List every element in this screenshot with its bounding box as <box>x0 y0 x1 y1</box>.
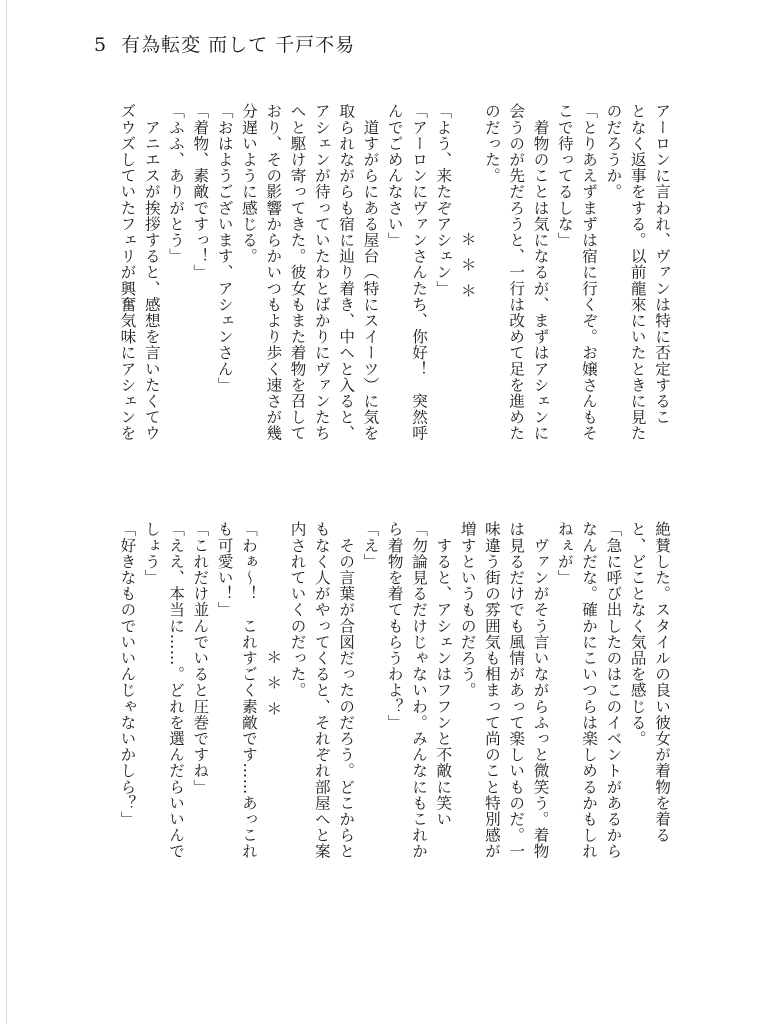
text-line: 「ふふ、ありがとう」 <box>167 103 186 264</box>
text-line: と、どことなく気品を感じる。 <box>628 521 647 747</box>
section-break: ＊＊＊ <box>264 521 283 726</box>
chapter-title: 有為転変 而して 千戸不易 <box>121 34 356 56</box>
text-line: のだった。 <box>482 103 501 184</box>
text-line: 「おはようございます、アシェンさん」 <box>215 103 234 393</box>
text-line: おり、その影響からかいつもより歩く速さが幾 <box>264 103 283 442</box>
text-line: 「これだけ並んでいると圧巻ですね」 <box>191 521 210 795</box>
text-line: アニエスが挨拶すると、感想を言いたくてウ <box>142 103 161 442</box>
text-line: 「とりあえずまずは宿に行くぞ。お嬢さんもそ <box>580 103 599 442</box>
text-line: ヴァンがそう言いながらふっと微笑う。着物 <box>531 521 550 860</box>
text-line: 「ええ、本当に……。どれを選んだらいいんで <box>167 521 186 860</box>
text-line: 分遅いように感じる。 <box>239 103 258 264</box>
page-header <box>94 30 355 57</box>
text-line: 「急に呼び出したのはこのイベントがあるから <box>604 521 623 860</box>
text-line: 「着物、素敵ですっ！」 <box>191 103 210 281</box>
text-line: 着物のことは気になるが、まずはアシェンに <box>531 103 550 442</box>
text-line: も可愛い！」 <box>215 521 234 618</box>
text-line: 「え」 <box>361 521 380 570</box>
text-line: ら着物を着てもらうわよ？」 <box>385 521 404 731</box>
text-line: ズウズしていたフェリが興奮気味にアシェンを <box>118 103 137 442</box>
text-line: 「好きなものでいいんじゃないかしら？」 <box>118 521 137 827</box>
text-block-bottom <box>114 521 674 881</box>
text-line: もなく人がやってくると、それぞれ部屋へと案 <box>312 521 331 860</box>
text-line: ねぇが」 <box>555 521 574 586</box>
text-line: 絶賛した。スタイルの良い彼女が着物を着る <box>653 521 671 843</box>
text-line: アーロンに言われ、ヴァンは特に否定するこ <box>653 103 671 425</box>
text-line: のだろうか。 <box>604 103 623 200</box>
page-edge <box>6 0 7 1024</box>
text-line: その言葉が合図だったのだろう。どこからと <box>337 521 356 860</box>
text-line: アシェンが待っていたわとばかりにヴァンたち <box>312 103 331 442</box>
text-line: 味違う街の雰囲気も相まって尚のこと特別感が <box>482 521 501 860</box>
text-line: 会うのが先だろうと、一行は改めて足を進めた <box>507 103 526 442</box>
text-line: なんだな。確かにこいつらは楽しめるかもしれ <box>580 521 599 860</box>
text-line: しょう」 <box>142 521 161 586</box>
text-line: こで待ってるしな」 <box>555 103 574 248</box>
text-line: 取られながらも宿に辿り着き、中へと入ると、 <box>337 103 356 442</box>
text-line: は見るだけでも風情があって楽しいものだ。一 <box>507 521 526 860</box>
text-line: 「よう、来たぞアシェン」 <box>434 103 453 297</box>
text-line: 道すがらにある屋台（特にスイーツ）に気を <box>361 103 380 442</box>
text-line: へと駆け寄ってきた。彼女もまた着物を召して <box>288 103 307 442</box>
text-line: 「アーロンにヴァンさんたち、你好！ 突然呼 <box>410 103 429 442</box>
text-line: 「わぁ〜！ これすごく素敵です……あっこれ <box>239 521 258 860</box>
text-line: すると、アシェンはフフンと不敵に笑い <box>434 521 453 827</box>
section-break: ＊＊＊ <box>458 103 477 308</box>
text-line: 内されていくのだった。 <box>288 521 307 699</box>
chapter-number: 5 <box>94 34 108 56</box>
text-line: んでごめんなさい」 <box>385 103 404 248</box>
text-line: 「勿論見るだけじゃないわ。みんなにもこれか <box>410 521 429 860</box>
text-block-top <box>114 103 674 463</box>
text-line: 増すというものだろう。 <box>458 521 477 699</box>
text-line: となく返事をする。以前龍來にいたときに見た <box>628 103 647 442</box>
